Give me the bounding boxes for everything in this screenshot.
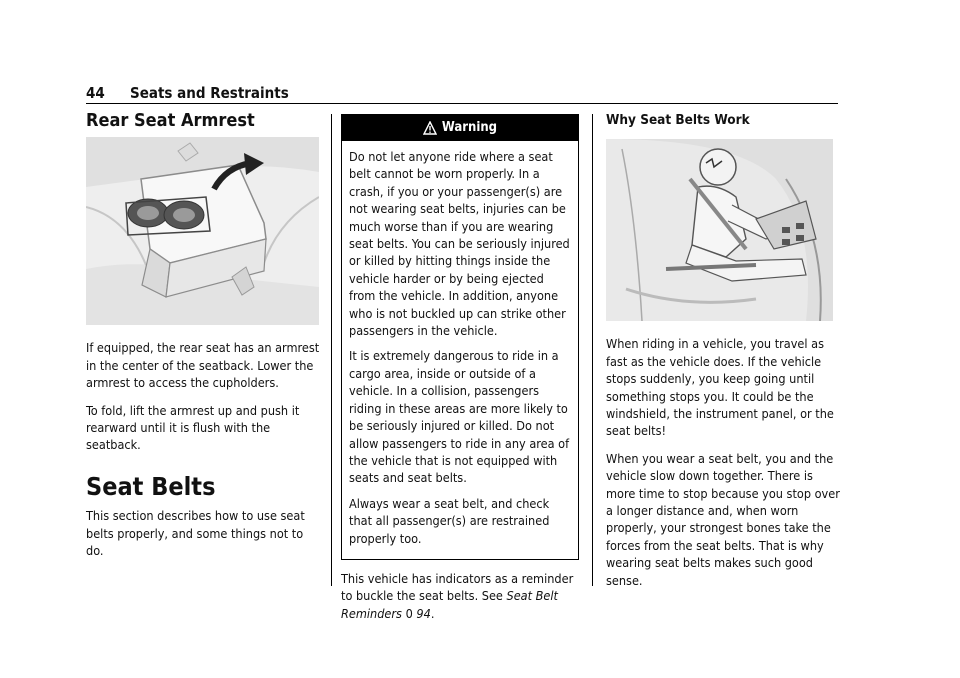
reminder-text: This vehicle has indicators as a reminder to buckle the seat belts. See [341, 570, 574, 604]
armrest-paragraph-2: To fold, lift the armrest up and push it rearward until it is flush with the seatback. [86, 402, 300, 453]
seat-belt-reminders-link[interactable]: Seat Belt Reminders [341, 588, 558, 621]
column-divider-2 [592, 114, 593, 586]
warning-title: Warning [441, 120, 498, 136]
why-paragraph-1: When riding in a vehicle, you travel as fast as the vehicle does. If the vehicle stops suddenly, you keep going until something stops you. It could be the windshield, the instrument panel, or the seat belts! [606, 336, 834, 439]
end-period: . [430, 605, 435, 621]
why-paragraph-2: When you wear a seat belt, you and the vehicle slow down together. There is more time to stop because you stop over a longer distance and, when worn properly, your strongest bones take the forces from the seat belts. That is why wearing seat belts makes such good sense. [606, 450, 840, 588]
armrest-illustration-icon [86, 137, 319, 325]
column-3 [606, 112, 840, 599]
warning-paragraph-2: It is extremely dangerous to ride in a cargo area, inside or outside of a vehicle. In a collision, passengers riding in these areas are more likely to be seriously injured or killed. Do not allow passengers to ride in any area of the vehicle that is not equipped with seats and seat belts. [349, 348, 570, 486]
warning-paragraph-1: Do not let anyone ride where a seat belt cannot be worn properly. In a crash, if you or your passenger(s) are not wearing seat belts, injuries can be much worse than if you are wearing seat belts. You can be seriously injured or killed by hitting things inside the vehicle harder or by being ejected from the vehicle. In addition, anyone who is not buckled up can strike other passengers in the vehicle. [349, 149, 570, 339]
warning-header [342, 115, 578, 141]
seat-belts-paragraph: This section describes how to use seat belts properly, and some things not to do. [86, 508, 305, 559]
page-ref-number[interactable]: 94 [416, 605, 431, 621]
warning-body [342, 141, 578, 559]
warning-box [341, 114, 579, 560]
crash-occupant-illustration-icon [606, 139, 833, 321]
warning-paragraph-3: Always wear a seat belt, and check that all passenger(s) are restrained properly too. [349, 495, 550, 546]
section-title: Seats and Restraints [130, 84, 289, 102]
reminder-paragraph [341, 570, 580, 622]
page-header [86, 82, 838, 104]
warning-triangle-icon [423, 121, 437, 135]
rear-seat-armrest-heading: Rear Seat Armrest [86, 110, 255, 131]
crash-figure [606, 139, 833, 321]
page-ref-symbol: 0 [405, 605, 413, 621]
why-seat-belts-work-heading: Why Seat Belts Work [606, 112, 750, 128]
header-divider [86, 103, 838, 104]
seat-belts-heading: Seat Belts [86, 471, 216, 501]
armrest-figure [86, 137, 319, 325]
column-2 [341, 114, 580, 632]
column-divider-1 [331, 114, 332, 586]
column-1 [86, 112, 321, 569]
page-number: 44 [86, 84, 105, 102]
armrest-paragraph-1: If equipped, the rear seat has an armrest in the center of the seatback. Lower the armrest to access the cupholders. [86, 340, 320, 391]
